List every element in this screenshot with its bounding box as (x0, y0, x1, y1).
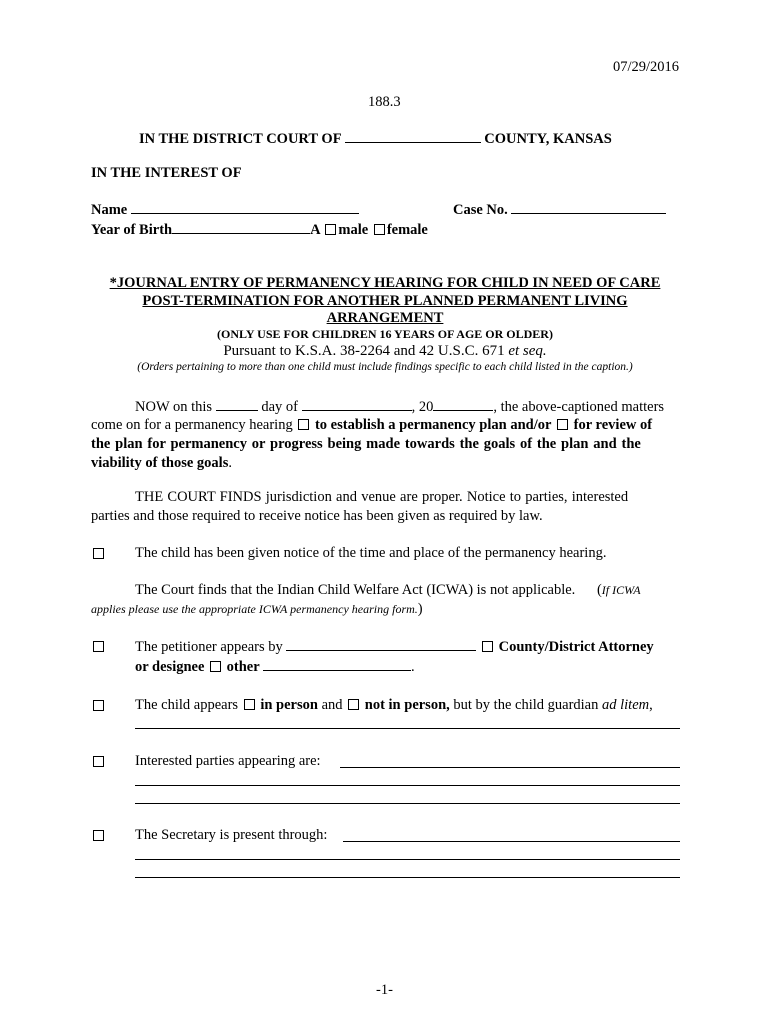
petitioner-checkbox[interactable] (93, 641, 104, 652)
male-checkbox[interactable] (325, 224, 336, 235)
gal-name-line[interactable] (135, 728, 680, 729)
para1-line1 (135, 398, 664, 416)
name-blank[interactable] (131, 201, 359, 214)
but-by-text: but by the child guardian (453, 697, 599, 713)
case-blank[interactable] (511, 201, 666, 214)
document-date: 07/29/2016 (613, 59, 680, 75)
petitioner-line2 (135, 658, 415, 676)
court-finds-line1: THE COURT FINDS jurisdiction and venue are proper. Notice to parties, interested (135, 489, 629, 505)
day-of: day of (261, 399, 298, 415)
pursuant-line (60, 343, 710, 360)
para1-line4 (91, 455, 232, 472)
interest-heading: IN THE INTEREST OF (91, 165, 242, 181)
name-row (91, 201, 359, 219)
petitioner-label: The petitioner appears by (135, 639, 283, 655)
designee-text: or designee (135, 659, 205, 675)
icwa-form-note: applies please use the appropriate ICWA permanency hearing form. (91, 602, 418, 616)
pursuant-text: Pursuant to K.S.A. 38-2264 and 42 U.S.C. 671 (223, 343, 505, 359)
year-prefix: , 20 (411, 399, 434, 415)
interested-label: Interested parties appearing are: (135, 753, 321, 769)
county-blank[interactable] (345, 130, 481, 143)
age-note: (ONLY USE FOR CHILDREN 16 YEARS OF AGE OR OLDER) (217, 327, 553, 341)
orders-note: (Orders pertaining to more than one child must include findings specific to each child listed in the caption.) (137, 361, 633, 373)
if-icwa: If ICWA (601, 583, 641, 597)
secretary-line-3[interactable] (135, 877, 680, 878)
icwa-text: The Court finds that the Indian Child Welfare Act (ICWA) is not applicable. (135, 582, 576, 598)
ad-litem-text: ad litem (602, 697, 650, 713)
petitioner-line1 (135, 638, 654, 656)
secretary-line-2[interactable] (135, 859, 680, 860)
come-on: come on for a permanency hearing (91, 417, 293, 433)
ad-litem-comma: , (649, 697, 653, 713)
county-attorney-checkbox[interactable] (482, 641, 493, 652)
viability-text: viability of those goals (91, 455, 229, 471)
yob-row (91, 221, 428, 239)
court-suffix: COUNTY, KANSAS (484, 131, 612, 147)
child-appears-label: The child appears (135, 697, 239, 713)
petitioner-blank[interactable] (286, 638, 476, 651)
other-text: other (226, 659, 260, 675)
secretary-label: The Secretary is present through: (135, 827, 328, 843)
icwa-line2 (91, 601, 423, 618)
para1-tail: , the above-captioned matters (493, 399, 665, 415)
child-appears-line (135, 697, 653, 714)
interested-line-2[interactable] (135, 785, 680, 786)
interested-line-1[interactable] (340, 767, 680, 768)
in-person-text: in person (260, 697, 318, 713)
court-finds-line2: parties and those required to receive notice has been given as required by law. (91, 508, 543, 524)
court-prefix: IN THE DISTRICT COURT OF (139, 131, 342, 147)
para1-line2 (91, 417, 652, 434)
other-period: . (411, 659, 415, 675)
female-checkbox[interactable] (374, 224, 385, 235)
viability-period: . (228, 455, 232, 471)
county-attorney-text: County/District Attorney (498, 639, 654, 655)
case-label: Case No. (453, 202, 508, 218)
icwa-open-paren: ( (596, 582, 602, 598)
para1-line3: the plan for permanency or progress being made towards the goals of the plan and the (91, 436, 641, 452)
et-seq: et seq. (508, 343, 547, 359)
establish-checkbox[interactable] (298, 419, 309, 430)
other-checkbox[interactable] (210, 661, 221, 672)
review-checkbox[interactable] (557, 419, 568, 430)
yob-label: Year of Birth (91, 222, 173, 238)
icwa-close-paren: ) (417, 601, 423, 617)
male-label: male (338, 222, 369, 238)
interested-line-3[interactable] (135, 803, 680, 804)
establish-text: to establish a permanency plan and/or (314, 417, 552, 433)
review-text: for review of (573, 417, 653, 433)
title-line-3: ARRANGEMENT (326, 310, 444, 326)
other-blank[interactable] (263, 658, 411, 671)
day-blank[interactable] (216, 398, 258, 411)
page-number: -1- (376, 982, 393, 998)
yob-blank[interactable] (172, 221, 310, 234)
form-number: 188.3 (368, 94, 401, 110)
icwa-line1 (135, 582, 641, 599)
title-line-1: *JOURNAL ENTRY OF PERMANENCY HEARING FOR CHILD IN NEED OF CARE (109, 275, 661, 291)
not-in-person-checkbox[interactable] (348, 699, 359, 710)
not-in-person-text: not in person, (364, 697, 450, 713)
a-label: A (310, 222, 320, 238)
now-on: NOW on this (135, 399, 213, 415)
secretary-line-1[interactable] (343, 841, 680, 842)
interested-checkbox[interactable] (93, 756, 104, 767)
court-heading (139, 130, 612, 148)
child-appears-checkbox[interactable] (93, 700, 104, 711)
notice-checkbox[interactable] (93, 548, 104, 559)
case-row (453, 201, 666, 219)
name-label: Name (91, 202, 128, 218)
secretary-checkbox[interactable] (93, 830, 104, 841)
title-line-2: POST-TERMINATION FOR ANOTHER PLANNED PERMANENT LIVING (142, 293, 628, 309)
and-text: and (321, 697, 343, 713)
female-label: female (386, 222, 428, 238)
notice-text: The child has been given notice of the time and place of the permanency hearing. (135, 545, 607, 561)
year-blank[interactable] (433, 398, 493, 411)
in-person-checkbox[interactable] (244, 699, 255, 710)
month-blank[interactable] (302, 398, 412, 411)
